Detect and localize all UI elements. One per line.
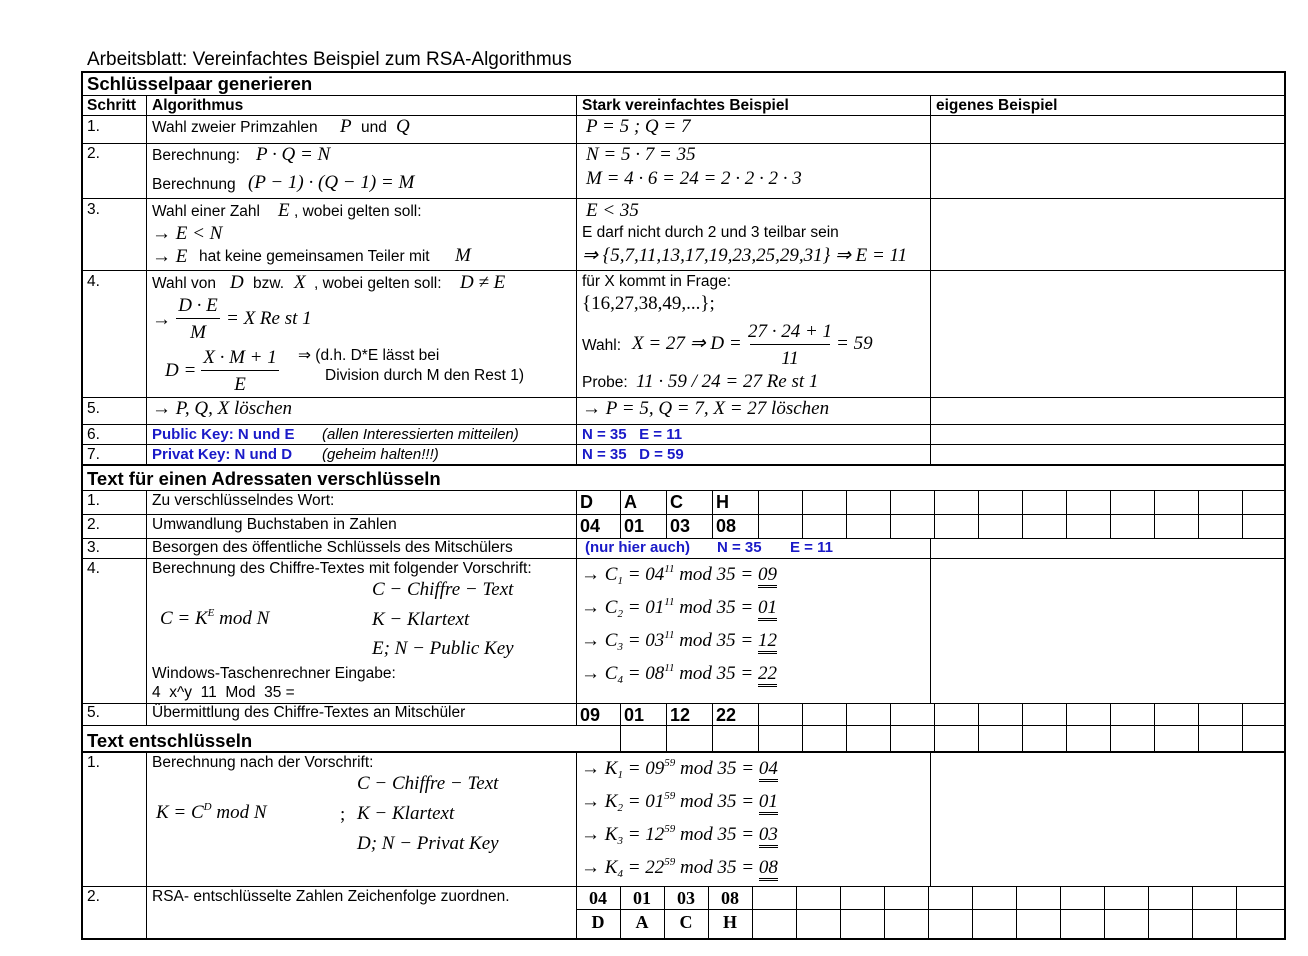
grid-line xyxy=(81,558,1284,559)
example-math: → P = 5, Q = 7, X = 27 löschen xyxy=(582,398,830,419)
grid-line xyxy=(1022,703,1023,751)
algorithm-text: Umwandlung Buchstaben in Zahlen xyxy=(152,516,397,533)
grid-line xyxy=(1154,490,1155,538)
algorithm-text: , wobei gelten soll: xyxy=(294,203,422,220)
step-number: 1. xyxy=(87,492,100,509)
grid-line xyxy=(666,490,667,538)
algorithm-text: Wahl zweier Primzahlen xyxy=(152,119,318,136)
grid-line xyxy=(146,490,147,725)
grid-line xyxy=(1198,703,1199,751)
grid-line xyxy=(620,703,621,751)
separator: ; xyxy=(340,804,346,825)
example-math: N = 5 · 7 = 35 xyxy=(586,144,696,165)
grid-line xyxy=(81,424,1284,425)
table-cell: 04 xyxy=(589,888,607,908)
example-math: E < 35 xyxy=(586,200,639,221)
algorithm-math: D = xyxy=(165,360,197,381)
legend-line: D; N − Privat Key xyxy=(357,833,499,854)
grid-line xyxy=(1148,886,1149,940)
step-number: 5. xyxy=(87,704,100,721)
grid-line xyxy=(712,490,713,538)
grid-line xyxy=(1066,703,1067,751)
grid-line xyxy=(1198,490,1199,538)
grid-line xyxy=(758,490,759,538)
grid-line xyxy=(1066,490,1067,538)
math-q: Q xyxy=(396,116,410,137)
legend-line: C − Chiffre − Text xyxy=(357,773,499,794)
algorithm-math: (P − 1) · (Q − 1) = M xyxy=(248,172,415,193)
example-math: 11 · 59 / 24 = 27 Re st 1 xyxy=(636,371,819,392)
header-algorithm: Algorithmus xyxy=(152,97,244,114)
grid-line xyxy=(81,751,1284,753)
table-cell: 01 xyxy=(624,516,645,536)
public-key-value: N = 35 E = 11 xyxy=(582,426,683,443)
grid-line xyxy=(81,71,83,940)
table-cell: 01 xyxy=(624,705,645,725)
example-math: P = 5 ; Q = 7 xyxy=(586,116,691,137)
example-math: {16,27,38,49,...}; xyxy=(582,293,715,314)
algorithm-text: Zu verschlüsselndes Wort: xyxy=(152,492,335,509)
step-number: 2. xyxy=(87,888,100,905)
calculation-line: → $C_1 = 04^{11}$ mod 35 = 09 xyxy=(581,563,777,587)
grid-line xyxy=(1060,886,1061,940)
table-cell: 04 xyxy=(580,516,601,536)
private-key-note: (geheim halten!!!) xyxy=(322,446,439,463)
grid-line xyxy=(1284,71,1286,940)
grid-line xyxy=(846,703,847,751)
grid-line xyxy=(666,703,667,751)
example-text: Probe: xyxy=(582,374,628,391)
calculation-line: → $K_4 = 22^{59}$ mod 35 = 08 xyxy=(581,856,778,880)
grid-line xyxy=(930,751,931,886)
step-number: 3. xyxy=(87,201,100,218)
calculation-line: → $C_2 = 01^{11}$ mod 35 = 01 xyxy=(581,596,777,620)
step-number: 5. xyxy=(87,400,100,417)
table-cell: 22 xyxy=(716,705,737,725)
algorithm-text: Windows-Taschenrechner Eingabe: xyxy=(152,665,396,682)
calculation-line: → $K_3 = 12^{59}$ mod 35 = 03 xyxy=(581,823,778,847)
table-cell: 08 xyxy=(721,888,739,908)
math-e: E xyxy=(278,200,290,221)
algorithm-text: Berechnung nach der Vorschrift: xyxy=(152,754,374,771)
decryption-formula: $K = C^D$ mod N xyxy=(156,801,267,823)
grid-line xyxy=(81,198,1284,199)
grid-line xyxy=(978,703,979,751)
example-text: E darf nicht durch 2 und 3 teilbar sein xyxy=(582,224,839,241)
math-d: D xyxy=(230,272,244,293)
section-title-encrypt: Text für einen Adressaten verschlüsseln xyxy=(87,468,441,489)
math-p: P xyxy=(340,116,352,137)
grid-line xyxy=(81,514,1284,515)
algorithm-math: → E < N xyxy=(152,223,223,244)
table-cell: 08 xyxy=(716,516,737,536)
step-number: 2. xyxy=(87,145,100,162)
grid-line xyxy=(146,95,147,464)
grid-line xyxy=(846,490,847,538)
header-example: Stark vereinfachtes Beispiel xyxy=(582,97,789,114)
table-cell: H xyxy=(716,492,729,512)
grid-line xyxy=(1154,703,1155,751)
grid-line xyxy=(1110,490,1111,538)
legend-line: K − Klartext xyxy=(357,803,455,824)
grid-line xyxy=(81,725,1284,726)
grid-line xyxy=(1236,886,1237,940)
grid-line xyxy=(928,886,929,940)
step-number: 2. xyxy=(87,516,100,533)
example-text: Wahl: xyxy=(582,337,622,354)
legend-line: C − Chiffre − Text xyxy=(372,579,514,600)
algorithm-text: bzw. xyxy=(253,275,285,292)
grid-line xyxy=(840,886,841,940)
fraction-bar xyxy=(201,370,279,371)
example-math: M = 4 · 6 = 24 = 2 · 2 · 2 · 3 xyxy=(586,168,802,189)
table-cell: C xyxy=(679,912,693,932)
table-cell: D xyxy=(591,912,605,932)
grid-line xyxy=(934,490,935,538)
calculation-line: → $C_3 = 03^{11}$ mod 35 = 12 xyxy=(581,629,777,653)
algorithm-text: Berechnung des Chiffre-Textes mit folgender Vorschrift: xyxy=(152,560,532,577)
algorithm-math: P · Q = N xyxy=(256,144,331,165)
fraction-numerator: 27 · 24 + 1 xyxy=(747,321,833,342)
fraction-bar xyxy=(750,344,830,345)
public-key-reminder: E = 11 xyxy=(790,539,833,556)
algorithm-text: Übermittlung des Chiffre-Textes an Mitschüler xyxy=(152,704,466,721)
calculation-line: → $K_2 = 01^{59}$ mod 35 = 01 xyxy=(581,790,778,814)
step-number: 4. xyxy=(87,560,100,577)
fraction-numerator: X · M + 1 xyxy=(203,347,277,368)
algorithm-math: = X Re st 1 xyxy=(226,308,312,329)
header-step: Schritt xyxy=(87,97,137,114)
public-key-reminder: (nur hier auch) xyxy=(585,539,691,556)
step-number: 7. xyxy=(87,446,100,463)
arrow: → xyxy=(152,309,171,330)
algorithm-note: Division durch M den Rest 1) xyxy=(325,367,524,384)
algorithm-math: D ≠ E xyxy=(460,272,506,293)
grid-line xyxy=(576,490,577,725)
table-cell: 12 xyxy=(670,705,691,725)
grid-line xyxy=(1016,886,1017,940)
grid-line xyxy=(81,95,1284,96)
algorithm-text: Wahl von xyxy=(152,275,217,292)
private-key-value: N = 35 D = 59 xyxy=(582,446,684,463)
algorithm-text: Besorgen des öffentliche Schlüssels des Mitschülers xyxy=(152,539,513,556)
header-own-example: eigenes Beispiel xyxy=(936,97,1058,114)
legend-line: E; N − Public Key xyxy=(372,638,514,659)
grid-line xyxy=(758,703,759,751)
grid-line xyxy=(1104,886,1105,940)
grid-line xyxy=(576,909,1284,910)
grid-line xyxy=(890,490,891,538)
algorithm-text: Berechnung: xyxy=(152,147,240,164)
grid-line xyxy=(81,444,1284,445)
grid-line xyxy=(930,558,931,703)
public-key-note: (allen Interessierten mitteilen) xyxy=(322,426,519,443)
algorithm-text: und xyxy=(361,119,387,136)
table-cell: H xyxy=(722,912,737,932)
step-number: 3. xyxy=(87,539,100,556)
grid-line xyxy=(81,490,1284,491)
calculation-line: → $C_4 = 08^{11}$ mod 35 = 22 xyxy=(581,662,777,686)
grid-line xyxy=(81,270,1284,271)
grid-line xyxy=(1242,703,1243,751)
private-key-label: Privat Key: N und D xyxy=(152,446,293,463)
fraction-denominator: 11 xyxy=(781,348,799,369)
algorithm-math: → P, Q, X löschen xyxy=(152,398,293,419)
math-m: M xyxy=(455,245,471,266)
rsa-worksheet-table xyxy=(81,71,1285,940)
algorithm-math: → E xyxy=(152,246,188,267)
example-math: = 59 xyxy=(836,333,873,354)
algorithm-text: Wahl einer Zahl xyxy=(152,203,260,220)
math-x: X xyxy=(294,272,306,293)
grid-line xyxy=(802,703,803,751)
table-cell: A xyxy=(624,492,637,512)
algorithm-text: Berechnung xyxy=(152,176,236,193)
grid-line xyxy=(930,538,931,558)
table-cell: 03 xyxy=(677,888,695,908)
fraction-numerator: D · E xyxy=(178,295,218,316)
algorithm-note: ⇒ (d.h. D*E lässt bei xyxy=(298,347,440,364)
fraction-denominator: M xyxy=(190,322,206,343)
grid-line xyxy=(81,464,1284,466)
step-number: 6. xyxy=(87,426,100,443)
fraction-bar xyxy=(176,318,220,319)
page-title: Arbeitsblatt: Vereinfachtes Beispiel zum RSA-Algorithmus xyxy=(87,49,572,70)
table-cell: A xyxy=(635,912,649,932)
public-key-label: Public Key: N und E xyxy=(152,426,295,443)
section-title-decrypt: Text entschlüsseln xyxy=(87,730,253,751)
grid-line xyxy=(972,886,973,940)
table-cell: 09 xyxy=(580,705,601,725)
grid-line xyxy=(796,886,797,940)
table-cell: 03 xyxy=(670,516,691,536)
grid-line xyxy=(978,490,979,538)
grid-line xyxy=(576,95,577,464)
algorithm-text: hat keine gemeinsamen Teiler mit xyxy=(199,248,430,265)
grid-line xyxy=(890,703,891,751)
calculator-input: 4 x^y 11 Mod 35 = xyxy=(152,684,295,701)
example-math: X = 27 ⇒ D = xyxy=(632,333,742,354)
step-number: 1. xyxy=(87,118,100,135)
grid-line xyxy=(802,490,803,538)
grid-line xyxy=(1192,886,1193,940)
section-title-keypair: Schlüsselpaar generieren xyxy=(87,73,313,94)
example-text: für X kommt in Frage: xyxy=(582,273,732,290)
table-cell: D xyxy=(580,492,593,512)
example-math: ⇒ {5,7,11,13,17,19,23,25,29,31} ⇒ E = 11 xyxy=(582,245,908,266)
table-cell: C xyxy=(670,492,683,512)
calculation-line: → $K_1 = 09^{59}$ mod 35 = 04 xyxy=(581,757,778,781)
algorithm-text: , wobei gelten soll: xyxy=(314,275,442,292)
step-number: 1. xyxy=(87,754,100,771)
grid-line xyxy=(712,703,713,751)
grid-line xyxy=(934,703,935,751)
grid-line xyxy=(1242,490,1243,538)
algorithm-text: RSA- entschlüsselte Zahlen Zeichenfolge zuordnen. xyxy=(152,888,510,905)
table-cell: 01 xyxy=(633,888,651,908)
grid-line xyxy=(1110,703,1111,751)
grid-line xyxy=(620,490,621,538)
encryption-formula: $C = K^E$ mod N xyxy=(160,607,270,629)
grid-line xyxy=(146,751,147,940)
grid-line xyxy=(752,886,753,940)
step-number: 4. xyxy=(87,273,100,290)
fraction-denominator: E xyxy=(234,374,246,395)
grid-line xyxy=(884,886,885,940)
public-key-reminder: N = 35 xyxy=(717,539,762,556)
grid-line xyxy=(930,95,931,464)
legend-line: K − Klartext xyxy=(372,609,470,630)
grid-line xyxy=(1022,490,1023,538)
